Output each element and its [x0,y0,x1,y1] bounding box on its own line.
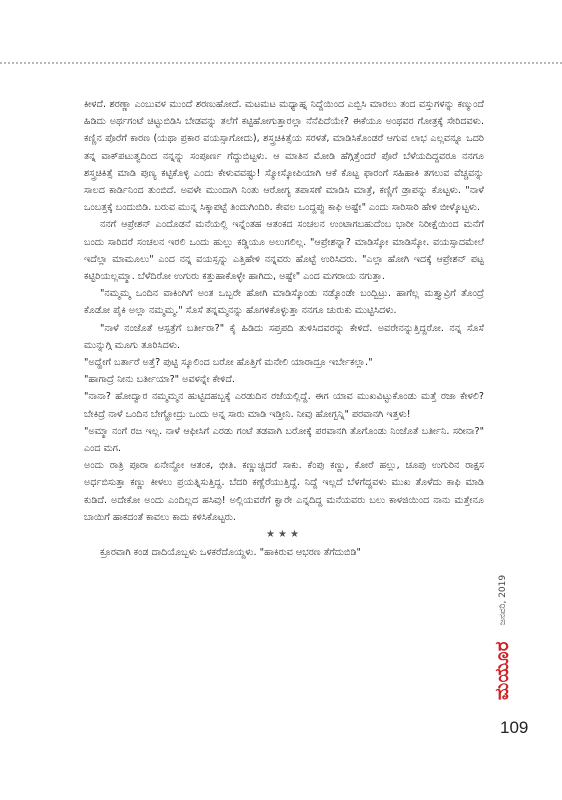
paragraph-6: "ಹಾಗಾದ್ರೆ ನೀನು ಬರ್ತೀಯಾ?" ಅವಳನ್ನೇ ಕೇಳಿದೆ. [84,374,235,386]
article-body [84,96,484,561]
magazine-name: ಮಯೂರ [492,641,513,700]
top-dotted-rule [0,62,562,64]
page-number: 109 [500,718,529,737]
paragraph-8: "ಅಮ್ಮಾ ನಂಗೆ ರಜ ಇಲ್ಲ. ನಾಳೆ ಆಫೀಸಿಗೆ ಎರಡು ಗಂಟೆ ತಡವಾಗಿ ಬರೋಕ್ಕೆ ಪರವಾನಗಿ ತೊಗೊಂಡು ನಿಂಜೊತೆ ಬರ್ತೀನಿ. ಸರೀನಾ?" ಎಂದ ಮಗ. [84,425,484,455]
paragraph-4: "ನಾಳೆ ನಂಜೊತೆ ಆಸ್ಪತ್ರೆಗೆ ಬರ್ತೀರಾ?" ಕೈ ಹಿಡಿದು ಸಪ್ತಪದಿ ತುಳಿಸಿದವರನ್ನು ಕೇಳಿದೆ. ಅವರೇನನ್ನುತ್ತಿದ್ದರೋ. ನನ್ನ ಸೊಸೆ ಮುನ್ನುಗ್ಗಿ ಮೂಗು ತೂರಿಸಿದಳು. [84,322,484,351]
paragraph-9: ಅಂದು ರಾತ್ರಿ ಪೂರಾ ಏನೇನ್ದೋ ಆತಂಕ, ಭೀತಿ. ಕಣ್ಣುಚ್ಚಿದರೆ ಸಾಕು. ಕೆಂಪು ಕಣ್ಣು, ಕೋರೆ ಹಲ್ಲು, ಚೂಪು ಉಗುರಿನ ರಾಕ್ಷಸ ಅರ್ಧಬಿಸುತ್ತಾ ಕಣ್ಣು ಕೀಳಲು ಪ್ರಯತ್ನಿಸುತ್ತಿದ್ದ. ಬೆದರಿ ಕಣ್ಣೆರೆಯುತ್ತಿದ್ದೆ. ನಿದ್ದೆ ಇಲ್ಲದೆ ಬೆಳಗೆದ್ದವಳು ಮುಖ ತೊಳೆದು ಕಾಫಿ ಮಾಡಿ ಕುಡಿದೆ. ಅದೇಕೋ ಅಂದು ಎಂದಿಲ್ಲದ ಹಸಿವು! ಅಲ್ಲಿಯವರೆಗೆ ಕ್ವಾರೇ ಎನ್ನದಿದ್ದ ಮನೆಯವರು ಬಲು ಕಾಳಜಿಯಿಂದ ನಾನು ಮತ್ತೇನೂ ಬಾಯಿಗೆ ಹಾಕದಂತೆ ಕಾವಲು ಕಾದು ಕಳಿಸಿಕೊಟ್ಟರು. [84,460,484,523]
paragraph-5: "ಅದ್ಹೇಗೆ ಬರ್ತಾರೆ ಅತ್ತೆ? ಪುಟ್ಟಿ ಸ್ಕೂಲಿಂದ ಬರೋ ಹೊತ್ತಿಗೆ ಮನೇಲಿ ಯಾರಾದ್ರೂ ಇರ್ಬೇಕಲ್ಲಾ." [84,357,373,369]
paragraph-2: ನನಗೆ ಆಪ್ರೇಶನ್ ಎಂದೊಡನೆ ಮನೆಯಲ್ಲಿ ಇನ್ನೆಂತಹ ಆತಂಕದ ಸಂಚಲನ ಉಂಟಾಗಬಹುದೆಂಬ ಭಾರೀ ನಿರೀಕ್ಷೆಯಿಂದ ಮನೆಗೆ ಬಂದು ಸಾರಿದರೆ ಸಂಚಲನ ಇರಲಿ ಒಂದು ಹುಲ್ಲು ಕಡ್ಡಿಯೂ ಅಲುಗಲಿಲ್ಲ. "ಆಪ್ರೇಶನ್ನಾ? ಮಾಡಿಸ್ಕೋ ಮಾಡಿಸ್ಕೋ. ವಯಸ್ಸಾದಮೇಲೆ ಇದೆಲ್ಲಾ ಮಾಮೂಲು" ಎಂದ ನನ್ನ ವಯಸ್ಸನ್ನು ಎತ್ತಿಹೇಳಿ ನನ್ನವರು ಹೊಟ್ಟೆ ಉರಿಸಿದರು. "ಎಲ್ಲಾ ಹೋಗಿ ಇದಕ್ಕೆ ಆಪ್ರೇಶನ್ ಪಟ್ಟ ಕಟ್ಟಿರಿಯಲ್ಲಮ್ಮಾ. ಬೆಳೆದಿರೋ ಉಗುರು ಕತ್ತುಹಾಕೊಳ್ಳೇ ಹಾಗಿದು, ಅಷ್ಟೇ" ಎಂದ ಮಗರಾಯ ನಗುತ್ತಾ. [84,219,484,283]
paragraph-7: "ನಾನಾ? ಹೋದ್ವಾರ ನಮ್ಮಮ್ಮನ ಹುಟ್ಟಿದಹಬ್ಬಕ್ಕೆ ಎರಡುದಿನ ರಜೆಯಲ್ಲಿದ್ದೆ. ಈಗ ಯಾವ ಮುಖವಿಟ್ಟುಕೊಂಡು ಮತ್ತೆ ರಜಾ ಕೇಳಲಿ? ಬೇಕಿದ್ರೆ ನಾಳೆ ಒಂದಿನ ಬೇಗ್ಹೋದ್ರು ಒಂದು ಅನ್ನ ಸಾರು ಮಾಡಿ ಇಡ್ತೀನಿ. ನೀವು ಹೋಗ್ಬನ್ನಿ" ಪರವಾನಗಿ ಇತ್ತಳು! [84,391,484,420]
side-label [492,575,513,700]
paragraph-1: ಕೀಳದೆ. ಶರಣ್ಣಾ ಎಂಬುವಳ ಮುಂದೆ ಶರಣುಹೋದೆ. ಮಟಮಟ ಮಧ್ಯಾಹ್ನ ನಿದ್ದೆಯಿಂದ ಎಬ್ಬಿಸಿ ಮಾರಲು ತಂದ ವಸ್ತುಗಳನ್ನು ಕಣ್ಮುಂದೆ ಹಿಡಿದು ಅರ್ಥಗಂಟೆ ಚಿಟ್ಟುಬಿಡಿಸಿ ಬೇಡವನ್ನು ತಲೆಗೆ ಕಟ್ಟಿಹೋಗುತ್ತಾರಲ್ಲಾ ನೆನೆಪಿದೆಯೇ? ಈಕೆಯೂ ಅಂಥವರ ಗೋತ್ರಕ್ಕೆ ಸೇರಿದವಳು. ಕಣ್ಣಿನ ಪೊರೆಗೆ ಕಾರಣ (ಯಥಾ ಪ್ರಕಾರ ವಯಸ್ಸಾಗೋದು), ಶಸ್ತ್ರಚಿಕಿತ್ಸೆಯ ಸರಳತೆ, ಮಾಡಿಸಿಕೊಂಡರೆ ಆಗುವ ಲಾಭ ಎಲ್ಲವನ್ನೂ ಒದರಿ ತನ್ನ ವಾಕ್‌ಪಟುತ್ವದಿಂದ ನನ್ನನ್ನು ಸಂಪೂರ್ಣ ಗೆದ್ದುಬಿಟ್ಟಳು. ಆ ಮಾತಿನ ಮೋಡಿ ಹೆಗ್ಗಿತ್ತೆಂದರೆ ಪೊರೆ ಬೆಳೆಯದಿದ್ದವರೂ ನನಗೂ ಶಸ್ತ್ರಚಿಕಿತ್ಸೆ ಮಾಡಿ ಪುಣ್ಯ ಕಟ್ಟಿಕೊಳ್ಳಿ ಎಂದು ಕೇಳುವವಷ್ಟು! ಸ್ಮೋಸ್ಕೋಪಿಯಾಗಿ ಆಕೆ ಕೊಟ್ಟ ಫಾರಂಗೆ ಸಹಿಹಾಕಿ ತಗಲುವ ವೆಚ್ಚವನ್ನು ಸಾಲದ ಕಾರ್ಡಿನಿಂದ ತುಂಬಿದೆ. ಅವಳೇ ಮುಂದಾಗಿ ನಿಂತು ಆರೋಗ್ಯ ತಪಾಸಣೆ ಮಾಡಿಸಿ ಮಾತ್ರೆ, ಕಣ್ಣಿಗೆ ಡ್ರಾಪನ್ನು ಕೊಟ್ಟಳು. "ನಾಳೆ ಒಂಬತ್ತಕ್ಕೆ ಬಂದುಬಿಡಿ. ಬರುವ ಮುನ್ನ ಸಿಕ್ಕಾಪಟ್ಟೆ ತಿಂದುಗಿಂದಿರಿ. ಕೇವಲ ಒಂದ್ದಪ್ಪು ಕಾಫಿ ಅಷ್ಟೇ" ಎಂದು ಸಾರಿಸಾರಿ ಹೇಳಿ ಬೀಳ್ಕೊಟ್ಟಳು. [84,99,484,214]
paragraph-10: ಕ್ರೂರವಾಗಿ ಕಂಡ ದಾದಿಯೊಬ್ಬಳು ಒಳಕರೆದೊಯ್ದಳು. "ಹಾಕಿರುವ ಆಭರಣ ತೆಗೆದುಬಿಡಿ" [100,547,361,559]
paragraph-3: "ನಮ್ಮಮ್ಮ ಒಂದಿನ ವಾಕಿಂಗಿಗೆ ಅಂತ ಒಬ್ಬರೇ ಹೋಗಿ ಮಾಡಿಸ್ಕೊಂಡು ನಡ್ಕೊಂಡೇ ಬಂದ್ಬಿಟ್ರು. ಹಾಗೆಲ್ಲ ಮತ್ತ್ಯಾವ್ರಿಗೆ ತೊಂದ್ರೆ ಕೊಡೋ ಪೈಕಿ ಅಲ್ಲಾ ನಮ್ಮಮ್ಮ." ಸೊಸೆ ತನ್ನಮ್ಮನನ್ನು ಹೊಗಳಿಕೊಳ್ಳುತ್ತಾ ನನಗೂ ಚುರುಕು ಮುಟ್ಟಿಸಿದಳು. [84,288,484,317]
issue-date: ಜನವರಿ, 2019 [497,574,508,626]
section-separator: ★★★ [266,529,302,541]
